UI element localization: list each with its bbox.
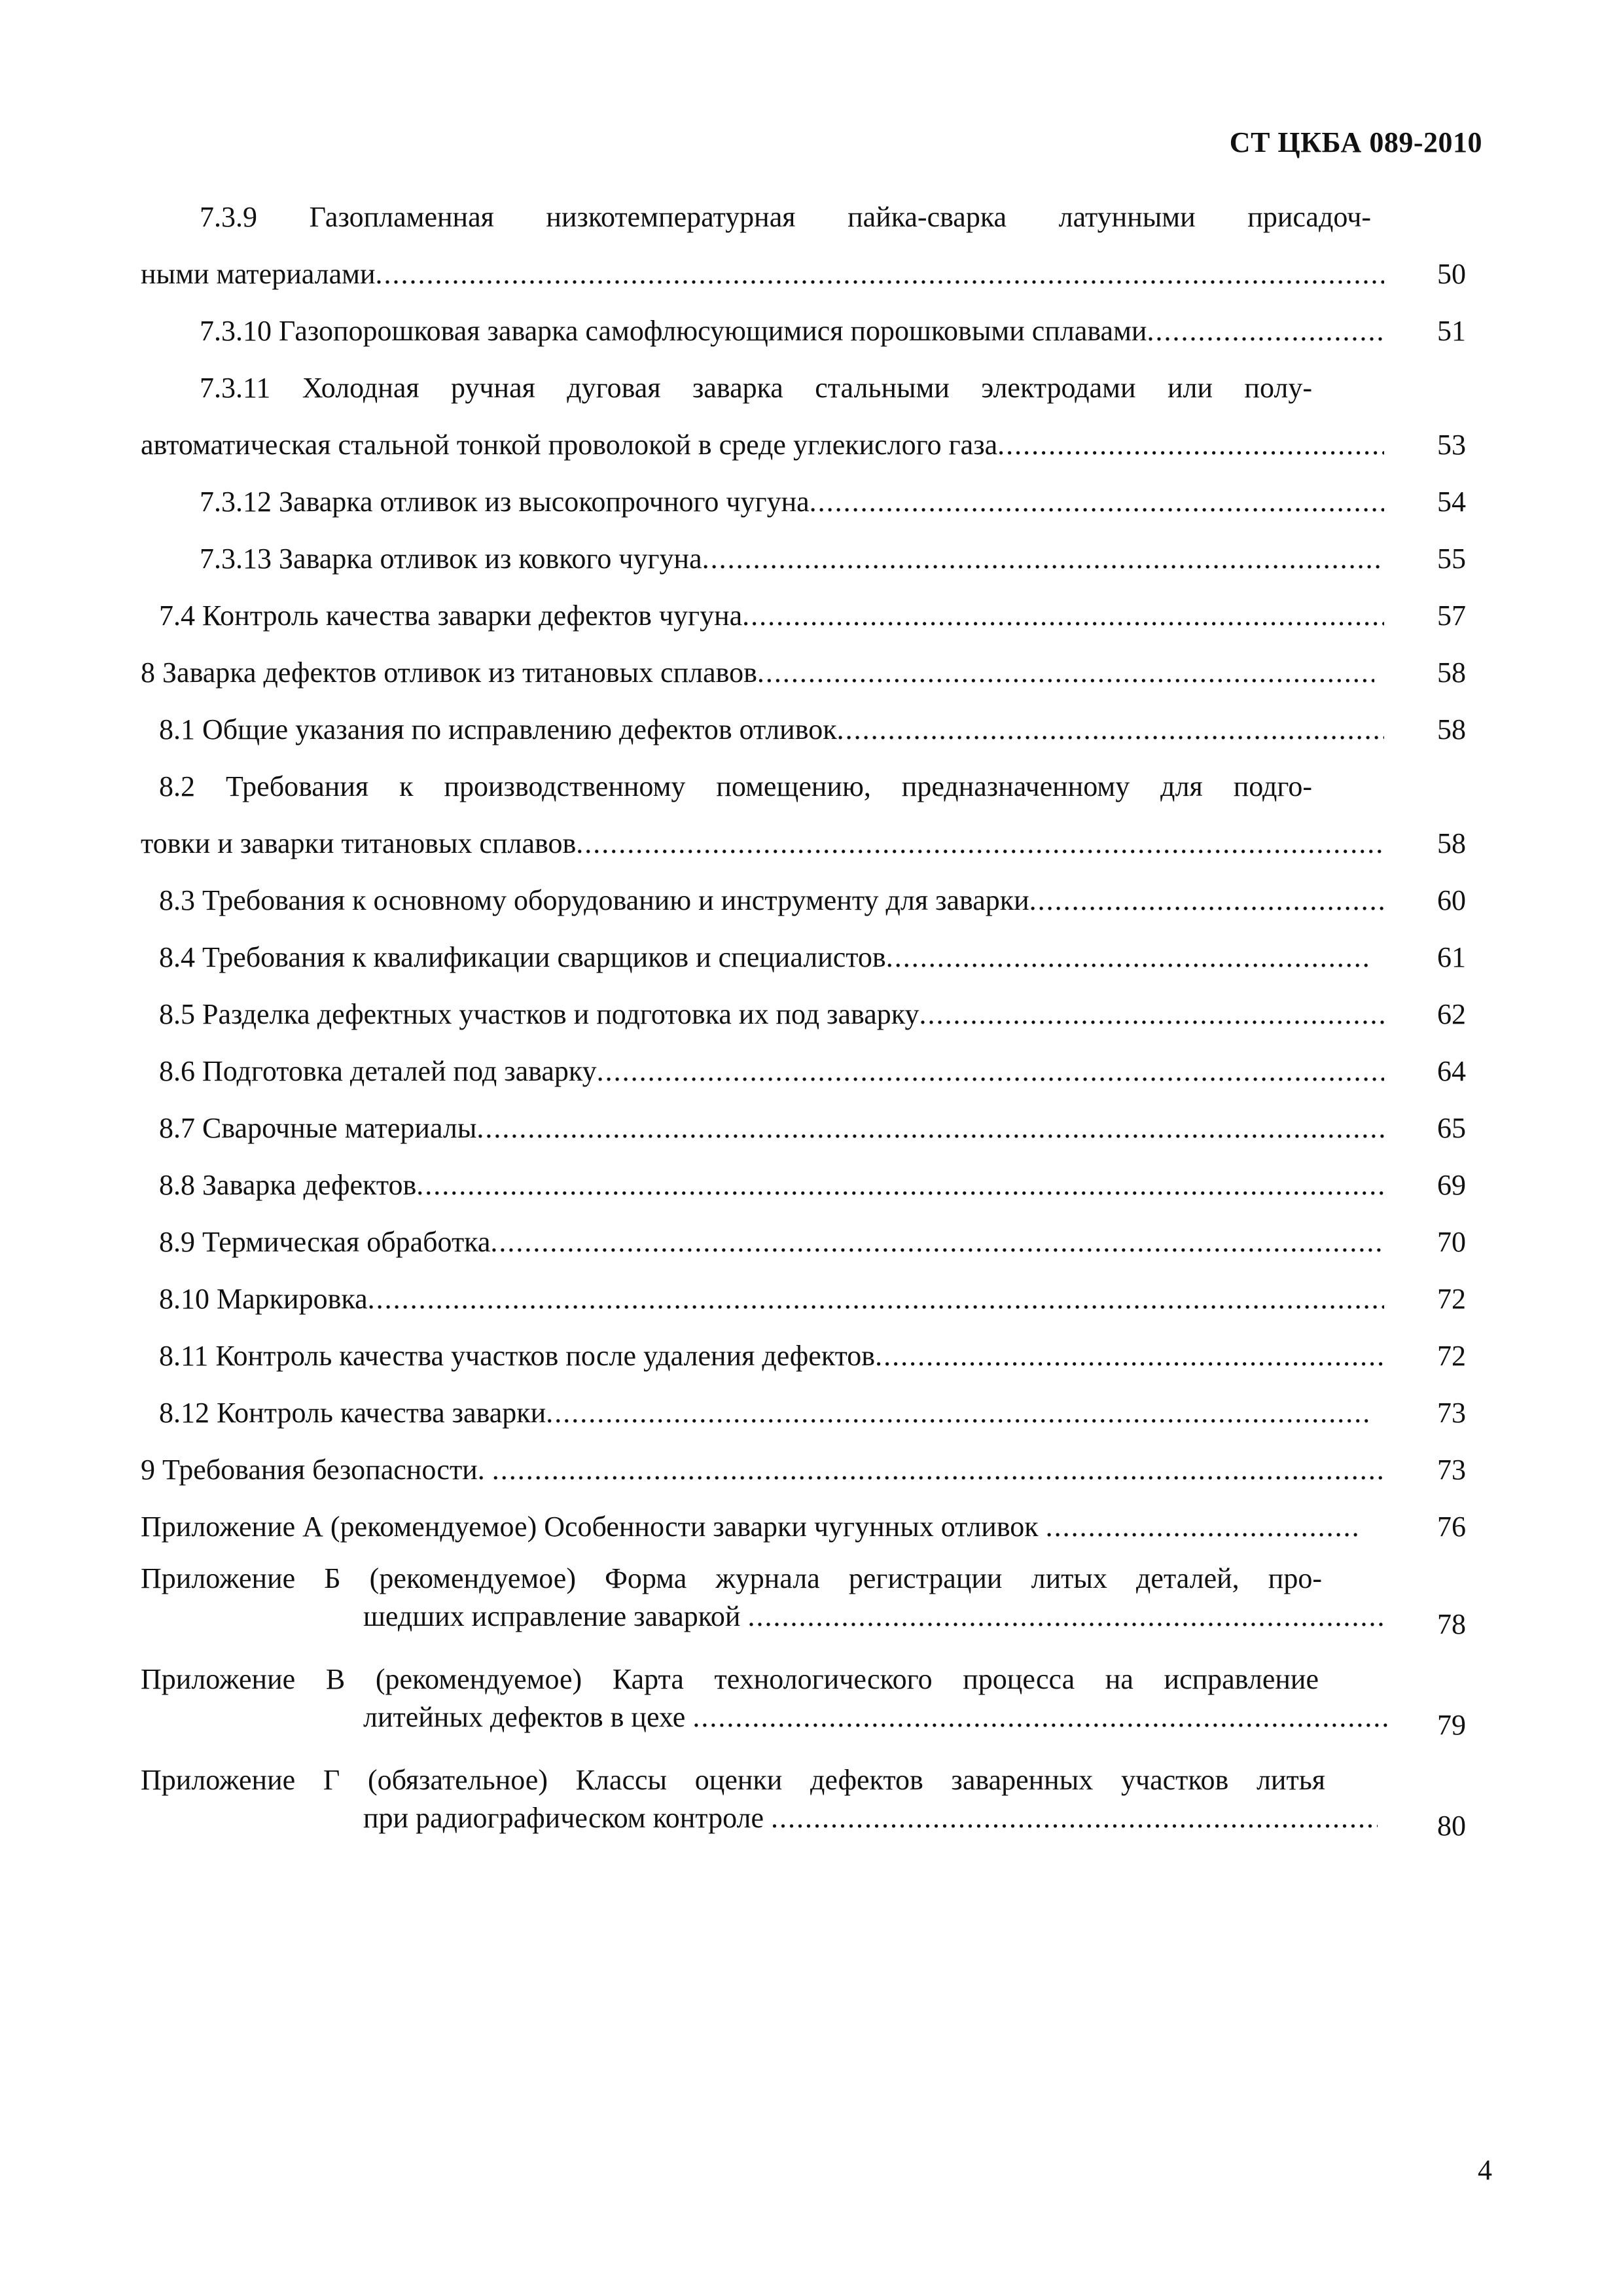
toc-entry[interactable] <box>141 815 1466 872</box>
leader-dots <box>771 1799 1378 1838</box>
toc-entry-text: ными материалами <box>141 245 376 302</box>
toc-entry[interactable] <box>141 986 1466 1043</box>
toc-entry-text: 8.11 Контроль качества участков после удаления дефектов <box>159 1327 875 1384</box>
toc-page-number: 55 <box>1437 543 1466 575</box>
page-number: 4 <box>1478 2154 1492 2186</box>
leader-dots <box>997 416 1384 473</box>
toc-entry-text: 7.3.11 Холодная ручная дуговая заварка стальными электродами или полу- <box>200 372 1312 404</box>
toc-entry-text: 8.4 Требования к квалификации сварщиков и специалистов <box>159 929 886 986</box>
toc-page-number: 60 <box>1437 884 1466 916</box>
toc-entry-text: 8.9 Термическая обработка <box>159 1213 490 1270</box>
toc-entry-text: товки и заварки титановых сплавов <box>141 815 576 872</box>
toc-entry-text-continued: шедших исправление заваркой <box>363 1600 741 1632</box>
leader-dots <box>492 1441 1384 1498</box>
toc-entry-text: 7.3.12 Заварка отливок из высокопрочного чугуна <box>200 473 810 530</box>
document-code-header: СТ ЦКБА 089-2010 <box>1229 126 1482 158</box>
toc-page-number: 54 <box>1437 486 1466 518</box>
toc-page-number: 57 <box>1437 600 1466 632</box>
toc-page-number: 80 <box>1437 1810 1466 1842</box>
toc-entry[interactable] <box>141 1157 1466 1213</box>
toc-entry-text-continued: литейных дефектов в цехе <box>363 1701 686 1733</box>
toc-page-number: 58 <box>1437 656 1466 689</box>
toc-page-number: 73 <box>1437 1397 1466 1429</box>
toc-page-number: 78 <box>1437 1608 1466 1640</box>
leader-dots <box>810 473 1384 530</box>
leader-dots <box>546 1384 1370 1441</box>
toc-entry[interactable] <box>141 359 1466 416</box>
leader-dots <box>886 929 1370 986</box>
toc-entry[interactable] <box>141 701 1466 758</box>
toc-page-number: 53 <box>1437 429 1466 461</box>
leader-dots <box>1046 1498 1358 1555</box>
leader-dots <box>416 1157 1384 1213</box>
toc-entry[interactable] <box>141 1213 1466 1270</box>
toc-page-number: 72 <box>1437 1340 1466 1372</box>
toc-entry[interactable] <box>141 929 1466 986</box>
toc-entry-text: Приложение Б (рекомендуемое) Форма журнала регистрации литых деталей, про- <box>141 1562 1322 1594</box>
leader-dots <box>757 644 1374 701</box>
leader-dots <box>919 986 1384 1043</box>
toc-entry-text: 8.10 Маркировка <box>159 1270 368 1327</box>
toc-entry-text: 7.3.13 Заварка отливок из ковкого чугуна <box>200 530 702 587</box>
leader-dots <box>597 1043 1384 1100</box>
toc-entry-text: 8.2 Требования к производственному помещению, предназначенному для подго- <box>159 770 1312 802</box>
toc-entry[interactable] <box>141 188 1466 245</box>
leader-dots <box>1147 302 1384 359</box>
toc-entry-text: 8.1 Общие указания по исправлению дефектов отливок <box>159 701 837 758</box>
toc-entry[interactable] <box>141 1100 1466 1157</box>
toc-appendix-entry[interactable] <box>141 1559 1466 1656</box>
toc-entry[interactable] <box>141 758 1466 815</box>
leader-dots <box>490 1213 1384 1270</box>
leader-dots <box>875 1327 1384 1384</box>
toc-entry-text: 7.3.10 Газопорошковая заварка самофлюсующимися порошковыми сплавами <box>200 302 1147 359</box>
toc-entry[interactable] <box>141 1327 1466 1384</box>
toc-entry-text: 8.6 Подготовка деталей под заварку <box>159 1043 597 1100</box>
leader-dots <box>368 1270 1384 1327</box>
toc-entry-text: 8.3 Требования к основному оборудованию и инструменту для заварки <box>159 872 1029 929</box>
toc-entry[interactable] <box>141 1043 1466 1100</box>
toc-entry-text: 8.7 Сварочные материалы <box>159 1100 476 1157</box>
toc-page-number: 61 <box>1437 941 1466 973</box>
toc-page-number: 62 <box>1437 998 1466 1030</box>
toc-entry-text: Приложение В (рекомендуемое) Карта технологического процесса на исправление <box>141 1663 1319 1695</box>
toc-entry[interactable] <box>141 1270 1466 1327</box>
toc-page-number: 58 <box>1437 827 1466 859</box>
toc-entry[interactable] <box>141 245 1466 302</box>
toc-entry-text: Приложение Г (обязательное) Классы оценки дефектов заваренных участков литья <box>141 1764 1325 1796</box>
toc-entry-text: 8.12 Контроль качества заварки <box>159 1384 546 1441</box>
toc-page-number: 72 <box>1437 1283 1466 1315</box>
leader-dots <box>1029 872 1384 929</box>
toc-appendix-entry[interactable] <box>141 1660 1466 1757</box>
toc-page-number: 58 <box>1437 713 1466 745</box>
toc-entry[interactable] <box>141 530 1466 587</box>
toc-page-number: 73 <box>1437 1454 1466 1486</box>
toc-page-number: 70 <box>1437 1226 1466 1258</box>
toc-page-number: 65 <box>1437 1112 1466 1144</box>
toc-page-number: 76 <box>1437 1511 1466 1543</box>
toc-entry-text: 8.5 Разделка дефектных участков и подготовка их под заварку <box>159 986 919 1043</box>
toc-appendix-entry[interactable] <box>141 1761 1466 1857</box>
toc-entry[interactable] <box>141 473 1466 530</box>
toc-entry-text: автоматическая стальной тонкой проволокой в среде углекислого газа <box>141 416 997 473</box>
leader-dots <box>837 701 1384 758</box>
toc-entry-text: Приложение А (рекомендуемое) Особенности заварки чугунных отливок <box>141 1498 1039 1555</box>
toc-page-number: 79 <box>1437 1709 1466 1741</box>
toc-entry-text: 8.8 Заварка дефектов <box>159 1157 416 1213</box>
toc-entry[interactable] <box>141 872 1466 929</box>
toc-page-number: 50 <box>1437 258 1466 290</box>
toc-entry-text-continued: при радиографическом контроле <box>363 1802 764 1834</box>
toc-page-number: 69 <box>1437 1169 1466 1201</box>
toc-entry-text: 7.4 Контроль качества заварки дефектов чугуна <box>159 587 742 644</box>
toc-entry[interactable] <box>141 416 1466 473</box>
toc-entry[interactable] <box>141 302 1466 359</box>
leader-dots <box>702 530 1384 587</box>
leader-dots <box>376 245 1384 302</box>
toc-page-number: 51 <box>1437 315 1466 347</box>
toc-entry-text: 7.3.9 Газопламенная низкотемпературная пайка-сварка латунными присадоч- <box>200 201 1371 233</box>
leader-dots <box>576 815 1384 872</box>
leader-dots <box>692 1698 1391 1737</box>
toc-entry-text: 8 Заварка дефектов отливок из титановых сплавов <box>141 644 757 701</box>
toc-page-number: 64 <box>1437 1055 1466 1087</box>
toc-entry-text: 9 Требования безопасности. <box>141 1441 485 1498</box>
toc-entry[interactable] <box>141 644 1466 701</box>
leader-dots <box>742 587 1384 644</box>
leader-dots <box>747 1597 1384 1636</box>
toc-entry[interactable] <box>141 587 1466 644</box>
toc-entry[interactable] <box>141 1498 1466 1555</box>
table-of-contents <box>141 188 1466 1857</box>
toc-entry[interactable] <box>141 1384 1466 1441</box>
toc-entry[interactable] <box>141 1441 1466 1498</box>
leader-dots <box>476 1100 1384 1157</box>
